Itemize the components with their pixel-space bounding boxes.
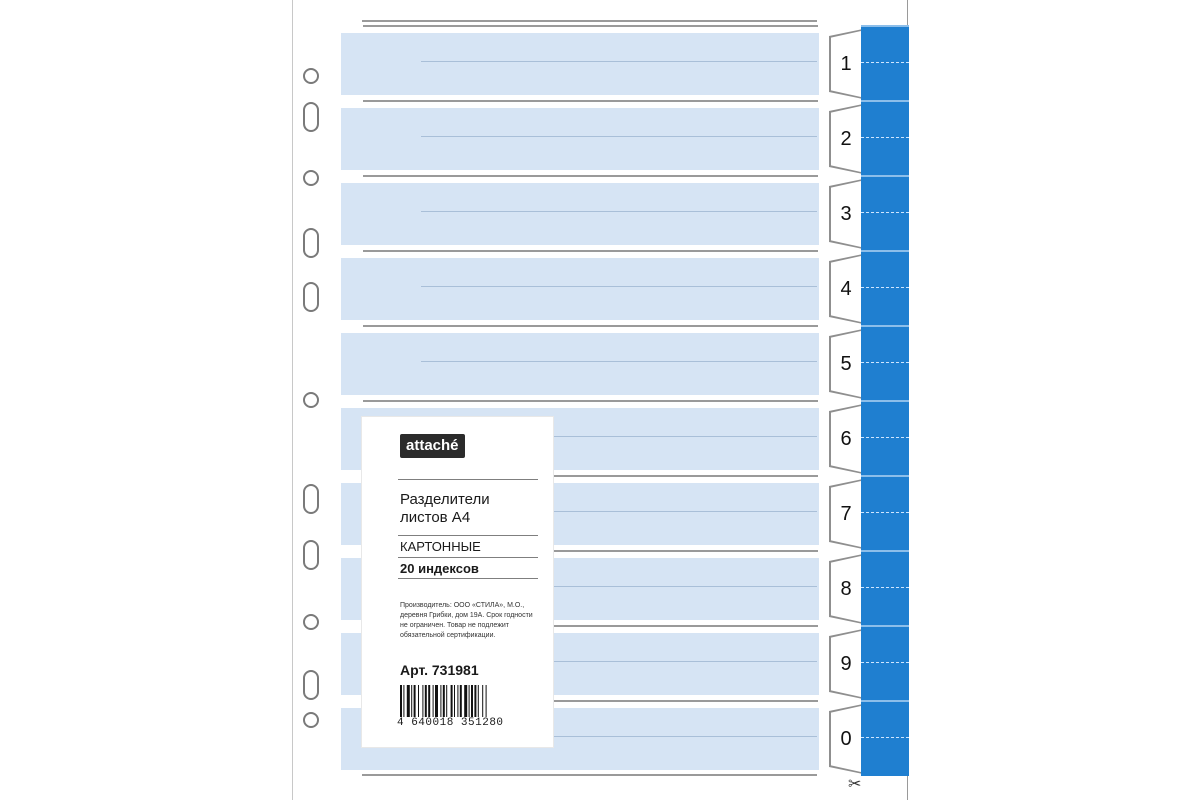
tab-number: 7: [840, 502, 852, 525]
row-separator: [363, 25, 818, 27]
label-divider: [398, 578, 538, 579]
punch-hole: [303, 170, 319, 186]
row-separator: [363, 100, 818, 102]
punch-hole: [303, 540, 319, 570]
write-line: [421, 361, 817, 362]
top-cut-line: [362, 20, 817, 22]
blue-index-strip: [861, 700, 909, 776]
blue-index-strip: [861, 475, 909, 551]
write-line: [421, 61, 817, 62]
brand-logo: attaché: [400, 434, 465, 458]
product-label: [362, 417, 553, 747]
punch-hole: [303, 614, 319, 630]
write-line: [421, 136, 817, 137]
blue-index-strip: [861, 25, 909, 101]
write-line: [421, 211, 817, 212]
blue-index-strip: [861, 400, 909, 476]
row-separator: [363, 400, 818, 402]
divider-row: [293, 250, 909, 326]
divider-band: [341, 258, 819, 320]
divider-band: [341, 333, 819, 395]
punch-hole: [303, 670, 319, 700]
tab-number: 5: [840, 352, 852, 375]
divider-band: [341, 33, 819, 95]
punch-hole: [303, 102, 319, 132]
punch-hole: [303, 392, 319, 408]
blue-index-strip: [861, 325, 909, 401]
row-separator: [363, 250, 818, 252]
divider-band: [341, 183, 819, 245]
blue-index-strip: [861, 100, 909, 176]
row-separator: [363, 175, 818, 177]
material-text: КАРТОННЫЕ: [400, 539, 481, 554]
blue-index-strip: [861, 175, 909, 251]
divider-row: [293, 100, 909, 176]
product-title: Разделители листов А4: [400, 491, 490, 526]
divider-band: [341, 108, 819, 170]
tab-number: 3: [840, 202, 852, 225]
label-divider: [398, 557, 538, 558]
punch-hole: [303, 282, 319, 312]
blue-index-strip: [861, 250, 909, 326]
tab-number: 4: [840, 277, 852, 300]
manufacturer-info: Производитель: ООО «СТИЛА», М.О., деревня Грибки, дом 19А. Срок годности не ограничен. Товар не подлежит обязательной сертификации.: [400, 602, 533, 639]
punch-hole: [303, 712, 319, 728]
label-divider: [398, 535, 538, 536]
tab-number: 2: [840, 127, 852, 150]
bottom-cut-line: [362, 774, 817, 776]
barcode-number: 4 640018 351280: [397, 717, 504, 729]
divider-row: [293, 325, 909, 401]
tab-number: 8: [840, 577, 852, 600]
tab-number: 0: [840, 727, 852, 750]
blue-index-strip: [861, 550, 909, 626]
punch-hole: [303, 484, 319, 514]
blue-index-strip: [861, 625, 909, 701]
divider-row: [293, 25, 909, 101]
tab-number: 9: [840, 652, 852, 675]
tab-number: 6: [840, 427, 852, 450]
write-line: [421, 286, 817, 287]
label-divider: [398, 479, 538, 480]
article-number: Арт. 731981: [400, 662, 479, 678]
row-separator: [363, 325, 818, 327]
scissors-icon: ✂: [848, 776, 862, 793]
divider-row: [293, 175, 909, 251]
punch-hole: [303, 68, 319, 84]
punch-hole: [303, 228, 319, 258]
index-count: 20 индексов: [400, 561, 479, 576]
tab-number: 1: [840, 52, 852, 75]
